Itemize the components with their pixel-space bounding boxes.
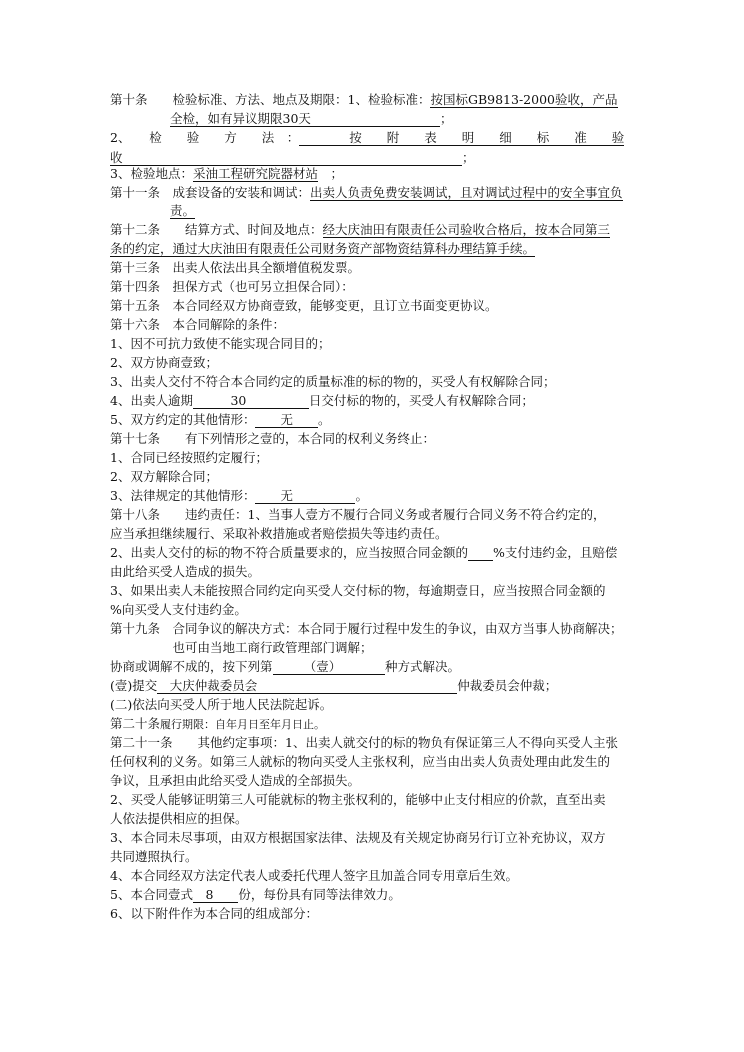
other-conditions-value: 无 xyxy=(255,412,318,427)
clause-14-line: 第十四条 担保方式（也可另立担保合同）： xyxy=(110,279,354,294)
liability-item-2: 2、出卖人交付的标的物不符合质量要求的，应当按照合同金额的 %支付违约金，且赔偿 xyxy=(110,545,618,560)
inspection-method-line: 收 ； xyxy=(110,150,475,165)
inspection-method-value: 收 xyxy=(110,151,462,166)
clause-13-line: 第十三条 出卖人依法出具全额增值税发票。 xyxy=(110,260,361,275)
termination-item-2: 2、双方解除合同； xyxy=(110,469,218,484)
clause-12-line: 第十二条 结算方式、时间及地点：经大庆油田有限责任公司验收合格后，按本合同第三 xyxy=(110,222,611,237)
clause-19-line: 也可由当地工商行政管理部门调解； xyxy=(110,640,373,655)
other-matters-item-3: 3、本合同未尽事项，由双方根据国家法律、法规及有关规定协商另行订立补充协议，双方 xyxy=(110,830,606,845)
installation-terms: 责。 xyxy=(170,203,196,218)
clause-10-line: 第十条 检验标准、方法、地点及期限：1、检验标准：按国标GB9813-2000验收，产品 xyxy=(110,92,618,107)
dispute-method-value: （壹） xyxy=(272,659,386,674)
clause-21-line: 争议，且承担由此给买受人造成的全部损失。 xyxy=(110,773,361,788)
termination-condition-2: 2、双方协商壹致； xyxy=(110,355,218,370)
clause-19-line: 第十九条 合同争议的解决方式：本合同于履行过程中发生的争议，由双方当事人协商解决； xyxy=(110,621,623,636)
copies-count-value: 8 xyxy=(192,887,239,902)
clause-12-line xyxy=(110,241,645,257)
clause-21-line: 第二十一条 其他约定事项：1、出卖人就交付的标的物负有保证第三人不得向买受人主张 xyxy=(110,735,618,750)
penalty-percent-value xyxy=(468,546,493,561)
installation-terms: 出卖人负责免费安装调试，且对调试过程中的安全事宜负 xyxy=(310,185,623,200)
clause-11-line: 第十一条 成套设备的安装和调试：出卖人负责免费安装调试，且对调试过程中的安全事宜负 xyxy=(110,185,623,200)
inspection-standard-value: 全检，如有异议期限30天 xyxy=(170,112,440,127)
other-matters-item-4: 4、本合同经双方法定代表人或委托代理人签字且加盖合同专用章后生效。 xyxy=(110,868,518,883)
inspection-location-line: 3、检验地点：采油工程研究院器材站 ； xyxy=(110,166,343,181)
other-matters-item-5: 5、本合同壹式 8 份，每份具有同等法律效力。 xyxy=(110,887,401,902)
termination-item-1: 1、合同已经按照约定履行； xyxy=(110,450,268,465)
clause-16-line: 第十六条 本合同解除的条件： xyxy=(110,317,286,332)
litigation-line: (二)依法向买受人所于地人民法院起诉。 xyxy=(110,697,333,712)
termination-condition-1: 1、因不可抗力致使不能实现合同目的； xyxy=(110,336,331,351)
other-matters-item-3: 共同遵照执行。 xyxy=(110,849,198,864)
legal-other-value: 无 xyxy=(255,488,356,503)
arbitration-committee-value: 大庆仲裁委员会 xyxy=(157,678,458,693)
clause-21-line: 任何权利的义务。如第三人就标的物向买受人主张权利，应当由出卖人负责处理由此发生的 xyxy=(110,754,611,769)
inspection-method-value: 按 附 表 明 细 标 准 验 xyxy=(299,130,625,145)
termination-condition-4: 4、出卖人逾期 30 日交付标的物的，买受人有权解除合同； xyxy=(110,393,534,408)
clause-10-line: 全检，如有异议期限30天 ； xyxy=(170,111,453,126)
termination-item-3: 3、法律规定的其他情形： 无 。 xyxy=(110,488,368,503)
inspection-standard-value: 按国标GB9813-2000验收，产品 xyxy=(430,92,618,107)
arbitration-line: (壹)提交 大庆仲裁委员会 仲裁委员会仲裁； xyxy=(110,678,558,693)
performance-period-text: 履行期限：自年月日至年月日止。 xyxy=(160,718,326,731)
other-matters-item-6: 6、以下附件作为本合同的组成部分： xyxy=(110,906,318,921)
liability-item-3: 3、如果出卖人未能按照合同约定向买受人交付标的物，每逾期壹日，应当按照合同金额的 xyxy=(110,583,606,598)
other-matters-item-2: 人依法提供相应的担保。 xyxy=(110,811,248,826)
inspection-method-line: 2、 检 验 方 法 ： 按 附 表 明 细 标 准 验 xyxy=(110,130,625,145)
clause-15-line: 第十五条 本合同经双方协商壹致，能够变更，且订立书面变更协议。 xyxy=(110,298,498,313)
inspection-location-value: 采油工程研究院器材站 xyxy=(192,166,318,181)
clause-20-line: 第二十条履行期限：自年月日至年月日止。 xyxy=(110,716,326,731)
dispute-method-line: 协商或调解不成的，按下列第 （壹） 种方式解决。 xyxy=(110,659,461,674)
termination-condition-5: 5、双方约定的其他情形： 无 。 xyxy=(110,412,331,427)
overdue-days-value: 30 xyxy=(192,393,309,408)
clause-18-line: 应当承担继续履行、采取补救措施或者赔偿损失等违约责任。 xyxy=(110,526,448,541)
other-matters-item-2: 2、买受人能够证明第三人可能就标的物主张权利的，能够中止支付相应的价款，直至出卖 xyxy=(110,792,606,807)
clause-17-line: 第十七条 有下列情形之壹的，本合同的权利义务终止： xyxy=(110,431,436,446)
clause-11-line xyxy=(170,203,640,219)
liability-item-3: %向买受人支付违约金。 xyxy=(110,602,247,617)
liability-item-2: 由此给买受人造成的损失。 xyxy=(110,564,261,579)
clause-18-line: 第十八条 违约责任：1、当事人壹方不履行合同义务或者履行合同义务不符合约定的， xyxy=(110,507,606,522)
termination-condition-3: 3、出卖人交付不符合本合同约定的质量标准的标的物的，买受人有权解除合同； xyxy=(110,374,556,389)
settlement-terms: 经大庆油田有限责任公司验收合格后，按本合同第三 xyxy=(322,222,611,237)
settlement-terms: 条的约定，通过大庆油田有限责任公司财务资产部物资结算科办理结算手续。 xyxy=(110,241,536,256)
